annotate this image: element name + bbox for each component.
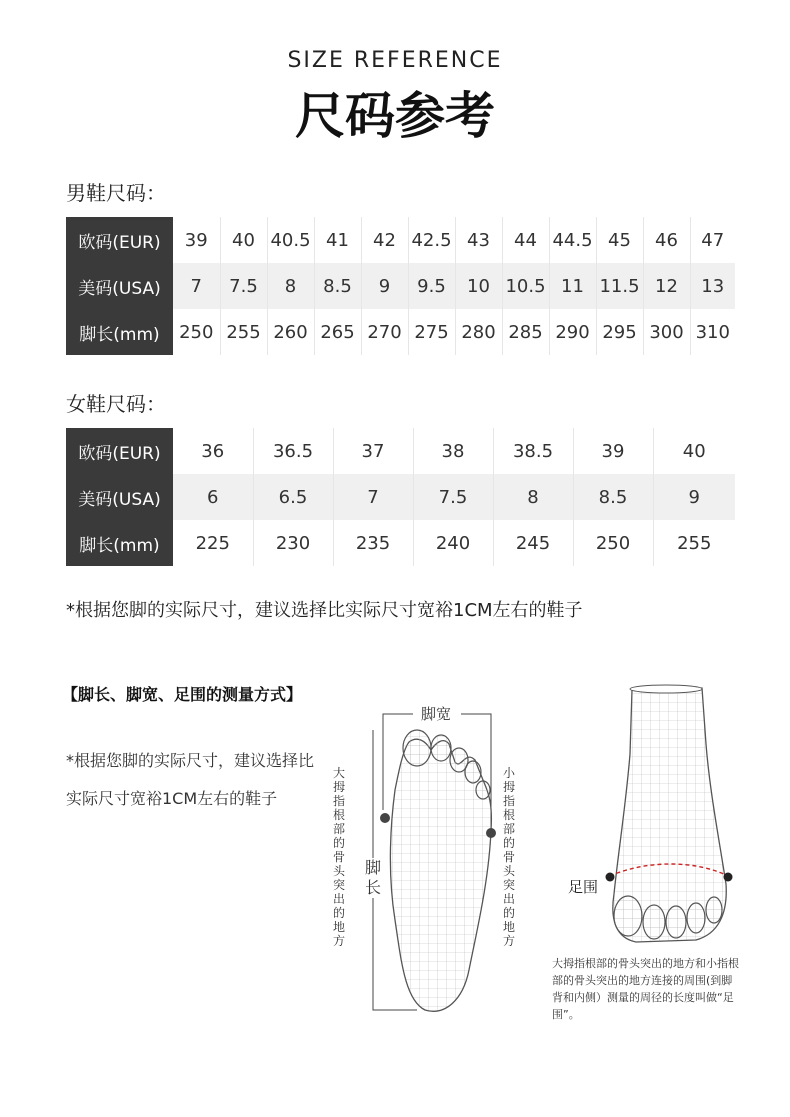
table-cell: 36.5 [253, 428, 333, 474]
table-cell: 285 [502, 309, 549, 355]
table-cell: 275 [408, 309, 455, 355]
table-cell: 6.5 [253, 474, 333, 520]
table-cell: 37 [333, 428, 413, 474]
foot-girth-illustration [596, 684, 746, 954]
table-cell: 295 [596, 309, 643, 355]
table-cell: 44.5 [549, 217, 596, 263]
table-cell: 45 [596, 217, 643, 263]
table-cell: 13 [690, 263, 735, 309]
table-cell: 10 [455, 263, 502, 309]
table-cell: 12 [643, 263, 690, 309]
table-cell: 47 [701, 229, 725, 251]
table-cell: 240 [413, 520, 493, 566]
table-cell: 255 [220, 309, 267, 355]
table-cell: 270 [361, 309, 408, 355]
men-size-label: 男鞋尺码： [66, 181, 166, 205]
table-cell: 44 [502, 217, 549, 263]
table-cell: 39 [573, 428, 653, 474]
table-cell: 39 [173, 217, 220, 263]
row-header: 欧码(EUR) [66, 217, 173, 263]
row-header: 美码(USA) [66, 474, 173, 520]
table-cell: 7.5 [413, 474, 493, 520]
row-header: 欧码(EUR) [66, 428, 173, 474]
row-header: 美码(USA) [66, 263, 173, 309]
girth-label: 足围 [568, 878, 599, 896]
table-cell: 9 [361, 263, 408, 309]
table-cell: 42.5 [408, 217, 455, 263]
women-size-label: 女鞋尺码： [66, 392, 166, 416]
table-cell: 250 [173, 309, 220, 355]
table-cell: 40 [220, 217, 267, 263]
men-size-table [66, 217, 735, 355]
foot-length-label: 脚长 [364, 858, 381, 897]
table-cell: 310 [695, 321, 730, 343]
size-advice-note: *根据您脚的实际尺寸，建议选择比实际尺寸宽裕1CM左右的鞋子 [66, 600, 583, 621]
table-cell: 6 [173, 474, 253, 520]
foot-sole-illustration [365, 700, 525, 1020]
measure-title: 【脚长、脚宽、足围的测量方式】 [62, 685, 303, 704]
table-cell: 245 [493, 520, 573, 566]
men-row-usa [66, 263, 735, 309]
men-row-length [66, 309, 735, 355]
big-toe-joint-label: 大拇指根部的骨头突出的地方 [332, 766, 345, 948]
table-cell: 10.5 [502, 263, 549, 309]
table-cell: 225 [173, 520, 253, 566]
foot-width-label: 脚宽 [418, 703, 454, 724]
women-row-eur [66, 428, 735, 474]
row-header: 脚长(mm) [66, 520, 173, 566]
table-cell: 40 [682, 440, 706, 462]
table-cell: 38 [413, 428, 493, 474]
table-cell: 8.5 [314, 263, 361, 309]
girth-caption: 大拇指根部的骨头突出的地方和小指根部的骨头突出的地方连接的周围(到脚背和内侧）测量的周径的长度叫做“足围”。 [552, 957, 739, 1021]
table-cell: 46 [643, 217, 690, 263]
table-cell: 235 [333, 520, 413, 566]
table-cell: 8.5 [573, 474, 653, 520]
women-row-length [66, 520, 735, 566]
table-cell: 40.5 [267, 217, 314, 263]
table-cell: 7 [333, 474, 413, 520]
page-subtitle: SIZE REFERENCE [287, 48, 503, 73]
table-cell: 38.5 [493, 428, 573, 474]
women-row-usa [66, 474, 735, 520]
table-cell: 255 [677, 532, 712, 554]
table-cell: 43 [455, 217, 502, 263]
table-cell: 8 [267, 263, 314, 309]
table-cell: 9 [653, 474, 735, 520]
table-cell: 265 [314, 309, 361, 355]
table-cell: 11 [549, 263, 596, 309]
table-cell: 230 [253, 520, 333, 566]
table-cell: 42 [361, 217, 408, 263]
little-toe-joint-label: 小拇指根部的骨头突出的地方 [502, 766, 515, 948]
table-cell: 7.5 [220, 263, 267, 309]
table-cell: 300 [643, 309, 690, 355]
table-cell: 36 [173, 428, 253, 474]
men-row-eur [66, 217, 735, 263]
measure-note: *根据您脚的实际尺寸，建议选择比实际尺寸宽裕1CM左右的鞋子 [66, 751, 315, 808]
table-cell: 280 [455, 309, 502, 355]
page-title: 尺码参考 [295, 87, 495, 145]
table-cell: 8 [493, 474, 573, 520]
table-cell: 9.5 [408, 263, 455, 309]
table-cell: 250 [573, 520, 653, 566]
row-header: 脚长(mm) [66, 309, 173, 355]
table-cell: 41 [314, 217, 361, 263]
table-cell: 11.5 [596, 263, 643, 309]
table-cell: 290 [549, 309, 596, 355]
women-size-table [66, 428, 735, 566]
table-cell: 260 [267, 309, 314, 355]
table-cell: 7 [173, 263, 220, 309]
